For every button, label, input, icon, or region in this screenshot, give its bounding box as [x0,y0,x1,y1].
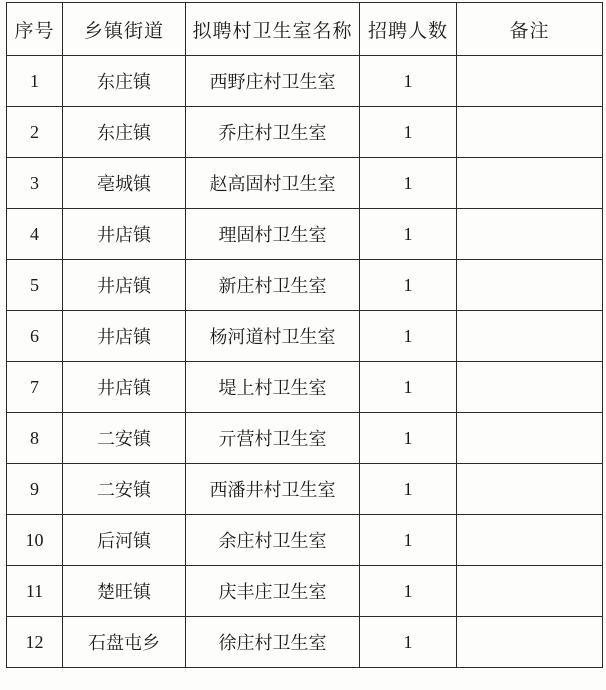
cell-notes [457,515,603,566]
cell-clinic: 西野庄村卫生室 [186,56,360,107]
cell-count: 1 [360,566,457,617]
cell-notes [457,260,603,311]
cell-count: 1 [360,362,457,413]
recruitment-table [6,2,603,668]
header-town: 乡镇街道 [63,3,186,56]
cell-clinic: 乔庄村卫生室 [186,107,360,158]
cell-notes [457,56,603,107]
header-count: 招聘人数 [360,3,457,56]
header-index: 序号 [7,3,63,56]
table-row [7,413,603,464]
table-row [7,260,603,311]
cell-notes [457,362,603,413]
cell-count: 1 [360,515,457,566]
table-row [7,464,603,515]
cell-town: 东庄镇 [63,107,186,158]
cell-count: 1 [360,158,457,209]
cell-index: 1 [7,56,63,107]
cell-clinic: 亓营村卫生室 [186,413,360,464]
table-row [7,311,603,362]
table-row [7,158,603,209]
table-row [7,515,603,566]
table-row [7,107,603,158]
cell-count: 1 [360,209,457,260]
cell-notes [457,617,603,668]
cell-clinic: 杨河道村卫生室 [186,311,360,362]
cell-index: 12 [7,617,63,668]
cell-town: 二安镇 [63,413,186,464]
cell-clinic: 新庄村卫生室 [186,260,360,311]
cell-count: 1 [360,413,457,464]
cell-count: 1 [360,617,457,668]
cell-notes [457,566,603,617]
cell-index: 8 [7,413,63,464]
cell-town: 井店镇 [63,260,186,311]
cell-notes [457,209,603,260]
cell-clinic: 西潘井村卫生室 [186,464,360,515]
cell-town: 井店镇 [63,362,186,413]
cell-index: 10 [7,515,63,566]
cell-index: 3 [7,158,63,209]
cell-clinic: 徐庄村卫生室 [186,617,360,668]
cell-index: 7 [7,362,63,413]
cell-notes [457,413,603,464]
cell-count: 1 [360,107,457,158]
cell-town: 井店镇 [63,209,186,260]
cell-index: 11 [7,566,63,617]
table-row [7,617,603,668]
header-clinic: 拟聘村卫生室名称 [186,3,360,56]
cell-town: 石盘屯乡 [63,617,186,668]
cell-clinic: 堤上村卫生室 [186,362,360,413]
table-row [7,56,603,107]
cell-town: 楚旺镇 [63,566,186,617]
cell-clinic: 庆丰庄卫生室 [186,566,360,617]
cell-count: 1 [360,311,457,362]
cell-town: 井店镇 [63,311,186,362]
cell-clinic: 赵高固村卫生室 [186,158,360,209]
table-row [7,566,603,617]
table-body [7,56,603,668]
cell-notes [457,464,603,515]
cell-count: 1 [360,56,457,107]
cell-index: 6 [7,311,63,362]
cell-town: 后河镇 [63,515,186,566]
cell-count: 1 [360,464,457,515]
cell-index: 9 [7,464,63,515]
header-notes: 备注 [457,3,603,56]
cell-index: 4 [7,209,63,260]
table-row [7,209,603,260]
cell-town: 亳城镇 [63,158,186,209]
table-header [7,3,603,56]
cell-clinic: 理固村卫生室 [186,209,360,260]
cell-count: 1 [360,260,457,311]
cell-notes [457,158,603,209]
cell-index: 5 [7,260,63,311]
table-row [7,362,603,413]
cell-index: 2 [7,107,63,158]
cell-notes [457,311,603,362]
header-row [7,3,603,56]
cell-clinic: 余庄村卫生室 [186,515,360,566]
cell-town: 东庄镇 [63,56,186,107]
cell-town: 二安镇 [63,464,186,515]
cell-notes [457,107,603,158]
